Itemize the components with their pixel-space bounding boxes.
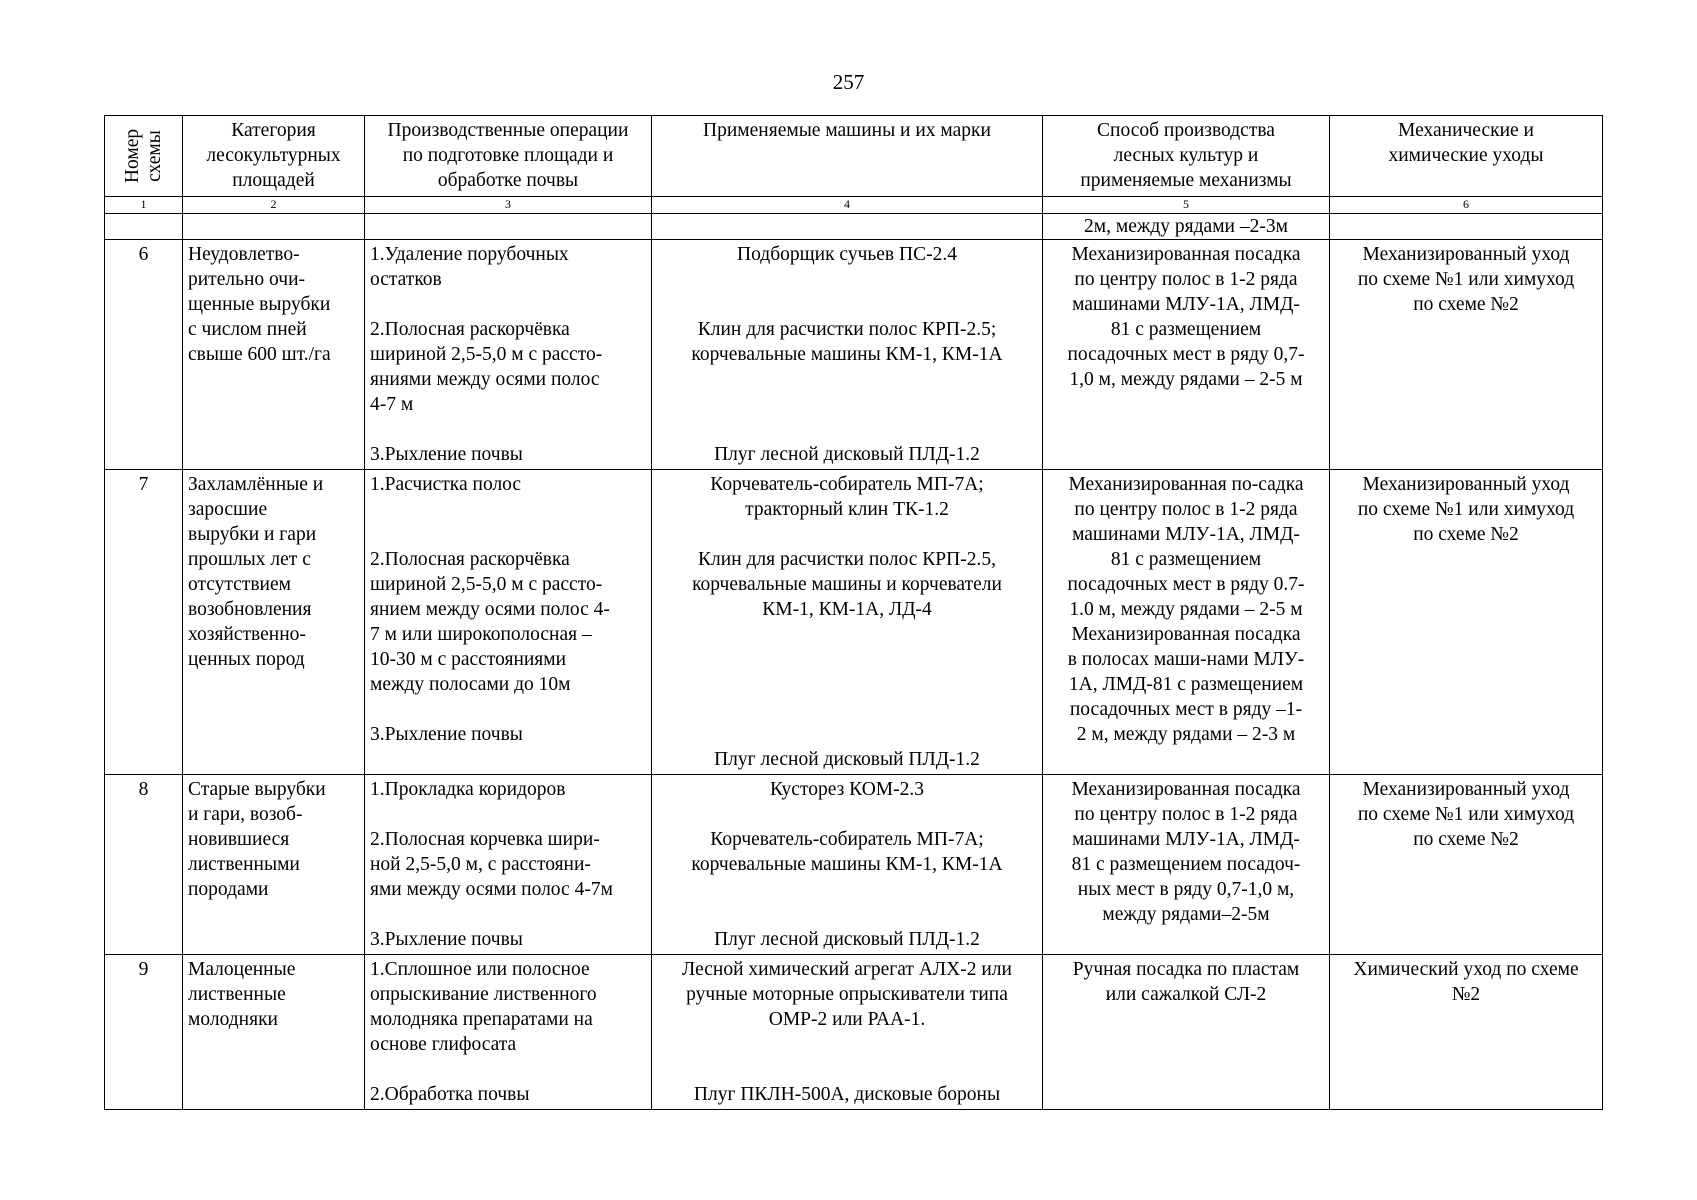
column-number: 5	[1043, 197, 1330, 214]
header-area-category: Категория лесокультурных площадей	[183, 116, 365, 197]
method-cell: Механизированная посадка по центру полос в 1-2 ряда машинами МЛУ-1А, ЛМД- 81 с размещением посадочных мест в ряду 0,7- 1,0 м, между рядами – 2-5 м	[1043, 240, 1330, 470]
header-care: Механические и химические уходы	[1330, 116, 1603, 197]
care-cell: Химический уход по схеме №2	[1330, 955, 1603, 1110]
care-cell: Механизированный уход по схеме №1 или химуход по схеме №2	[1330, 775, 1603, 955]
scheme-number-cell: 8	[105, 775, 183, 955]
header-operations: Производственные операции по подготовке площади и обработке почвы	[365, 116, 652, 197]
scheme-number-cell: 9	[105, 955, 183, 1110]
table-row	[105, 470, 1603, 775]
header-machines: Применяемые машины и их марки	[652, 116, 1043, 197]
continuation-row	[105, 214, 1603, 240]
continuation-cell	[1330, 214, 1603, 240]
category-cell: Захламлённые и заросшие вырубки и гари прошлых лет с отсутствием возобновления хозяйственно- ценных пород	[183, 470, 365, 775]
continuation-cell	[365, 214, 652, 240]
continuation-cell	[183, 214, 365, 240]
care-cell: Механизированный уход по схеме №1 или химуход по схеме №2	[1330, 470, 1603, 775]
operations-cell: 1.Удаление порубочных остатков 2.Полосная раскорчёвка шириной 2,5-5,0 м с рассто- яниями между осями полос 4-7 м 3.Рыхление почвы	[365, 240, 652, 470]
header-planting-method: Способ производства лесных культур и применяемые механизмы	[1043, 116, 1330, 197]
continuation-cell	[652, 214, 1043, 240]
machines-cell: Подборщик сучьев ПС-2.4 Клин для расчистки полос КРП-2.5; корчевальные машины КМ-1, КМ-1А Плуг лесной дисковый ПЛД-1.2	[652, 240, 1043, 470]
operations-cell: 1.Сплошное или полосное опрыскивание лиственного молодняка препаратами на основе глифосата 2.Обработка почвы	[365, 955, 652, 1110]
column-number: 1	[105, 197, 183, 214]
scheme-number-cell: 6	[105, 240, 183, 470]
schemes-table	[104, 115, 1603, 1110]
table-row	[105, 240, 1603, 470]
care-cell: Механизированный уход по схеме №1 или химуход по схеме №2	[1330, 240, 1603, 470]
column-number: 2	[183, 197, 365, 214]
page-number: 257	[832, 70, 865, 94]
category-cell: Малоценные лиственные молодняки	[183, 955, 365, 1110]
operations-cell: 1.Расчистка полос 2.Полосная раскорчёвка шириной 2,5-5,0 м с рассто- янием между осями полос 4- 7 м или широкополосная – 10-30 м с расстояниями между полосами до 10м 3.Рыхление почвы	[365, 470, 652, 775]
category-cell: Старые вырубки и гари, возоб- новившиеся лиственными породами	[183, 775, 365, 955]
method-cell: Ручная посадка по пластам или сажалкой СЛ-2	[1043, 955, 1330, 1110]
table-row	[105, 775, 1603, 955]
method-cell: Механизированная посадка по центру полос в 1-2 ряда машинами МЛУ-1А, ЛМД- 81 с размещением посадоч- ных мест в ряду 0,7-1,0 м, между рядами–2-5м	[1043, 775, 1330, 955]
column-number: 4	[652, 197, 1043, 214]
continuation-cell	[105, 214, 183, 240]
column-numbers-row	[105, 197, 1603, 214]
machines-cell: Корчеватель-собиратель МП-7А; тракторный клин ТК-1.2 Клин для расчистки полос КРП-2.5, корчевальные машины и корчеватели КМ-1, КМ-1А, ЛД-4 Плуг лесной дисковый ПЛД-1.2	[652, 470, 1043, 775]
continuation-method-cell: 2м, между рядами –2-3м	[1043, 214, 1330, 240]
header-scheme-number	[105, 116, 183, 197]
column-number: 6	[1330, 197, 1603, 214]
machines-cell: Лесной химический агрегат АЛХ-2 или ручные моторные опрыскиватели типа ОМР-2 или РАА-1. Плуг ПКЛН-500А, дисковые бороны	[652, 955, 1043, 1110]
column-number: 3	[365, 197, 652, 214]
machines-cell: Кусторез КОМ-2.3 Корчеватель-собиратель МП-7А; корчевальные машины КМ-1, КМ-1А Плуг лесной дисковый ПЛД-1.2	[652, 775, 1043, 955]
scheme-number-cell: 7	[105, 470, 183, 775]
category-cell: Неудовлетво- рительно очи- щенные вырубки с числом пней свыше 600 шт./га	[183, 240, 365, 470]
operations-cell: 1.Прокладка коридоров 2.Полосная корчевка шири- ной 2,5-5,0 м, с расстояни- ями между осями полос 4-7м 3.Рыхление почвы	[365, 775, 652, 955]
table-header-row	[105, 116, 1603, 197]
header-scheme-number-label: Номер схемы	[121, 128, 165, 184]
method-cell: Механизированная по-садка по центру полос в 1-2 ряда машинами МЛУ-1А, ЛМД- 81 с размещением посадочных мест в ряду 0.7- 1.0 м, между рядами – 2-5 м Механизированная посадка в полосах маши-нами МЛУ- 1А, ЛМД-81 с размещением посадочных мест в ряду –1- 2 м, между рядами – 2-3 м	[1043, 470, 1330, 775]
table-row	[105, 955, 1603, 1110]
